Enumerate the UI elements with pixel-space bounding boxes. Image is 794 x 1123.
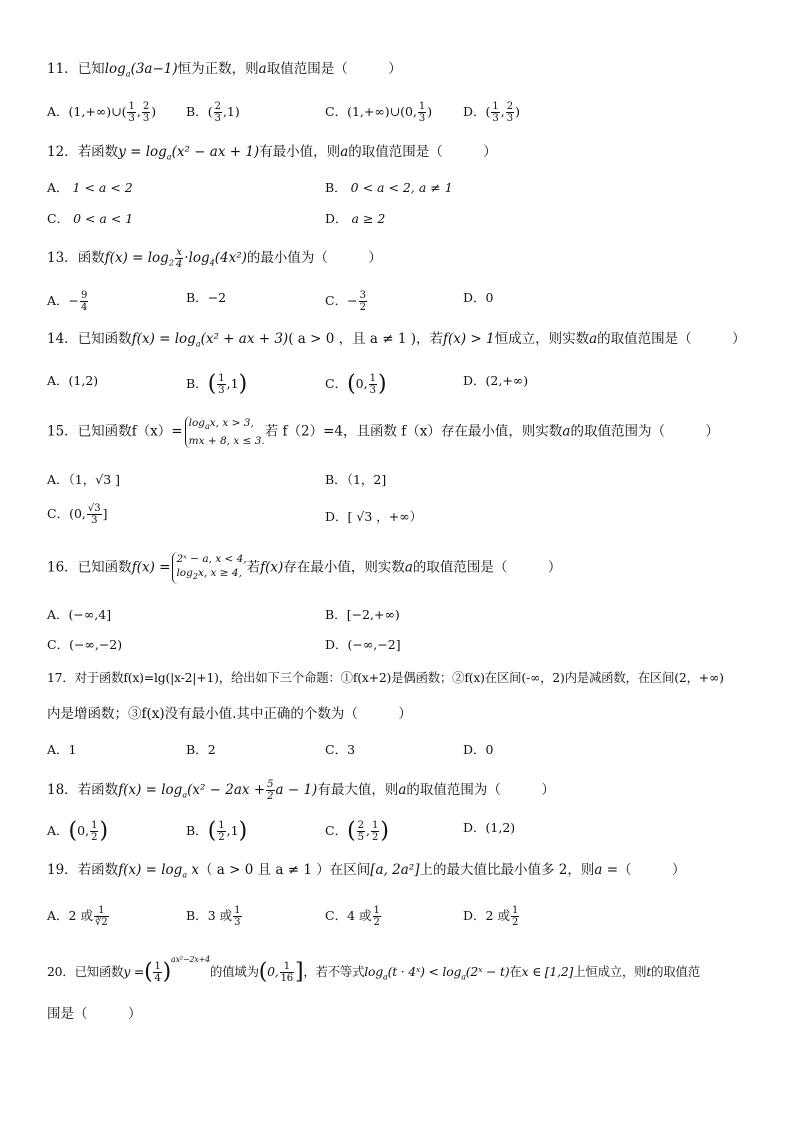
denominator: 2: [218, 832, 225, 843]
expr-part: (x² − ax + 1): [171, 144, 260, 160]
option-c[interactable]: [325, 290, 368, 313]
option-value: (−∞,4]: [68, 607, 112, 622]
expr-part: f(x) = log: [131, 331, 196, 347]
expr-part: x, x ≥ 4,: [197, 567, 242, 579]
option-value: (0,: [69, 506, 86, 521]
option-value: (: [207, 104, 213, 119]
expr-part: log: [176, 567, 193, 579]
fraction: [511, 905, 519, 928]
numerator: 1: [492, 101, 499, 112]
question-text: 若函数: [77, 862, 119, 878]
expr-part: log: [104, 61, 126, 77]
expr-sub: a: [182, 870, 188, 880]
math-expr: [105, 61, 178, 77]
question-text: ( a > 0 ，且 a ≠ 1 )，若: [288, 331, 443, 347]
question-text: 的取值范围是（ ）: [348, 144, 497, 160]
expr-part: y = log: [118, 144, 167, 160]
option-label: A．: [47, 180, 69, 195]
case-2: mx + 8, x ≤ 3.: [188, 435, 265, 448]
denominator: 3: [492, 113, 499, 124]
option-b[interactable]: [325, 472, 386, 488]
numerator: 1: [128, 101, 135, 112]
question-text: 上恒成立，则: [573, 964, 647, 979]
option-c[interactable]: C．( $\frac{2}{5}$ , $\frac{1}{2}$ ): [325, 818, 389, 844]
math-expr: [118, 779, 318, 802]
numerator: 5: [267, 779, 274, 790]
question-text: ，若不等式: [303, 964, 365, 979]
question-text: 有最大值，则: [317, 782, 399, 798]
option-sign: −: [68, 293, 80, 308]
option-c[interactable]: [47, 637, 122, 653]
option-label: D．: [325, 637, 348, 652]
option-label: B．: [325, 472, 347, 487]
fraction: [217, 820, 225, 843]
expr-sub: 2: [168, 258, 174, 268]
option-b[interactable]: [325, 180, 453, 196]
question-number: 18．: [47, 782, 78, 798]
case-1: 2ˣ − a, x < 4,: [176, 553, 247, 565]
question-text: 已知: [77, 61, 105, 77]
option-a[interactable]: A．(0, $\frac{1}{2}$ ): [47, 818, 109, 844]
math-expr: x ∈ [1,2]: [521, 964, 574, 979]
question-text: 若函数: [77, 782, 119, 798]
option-c[interactable]: [325, 742, 355, 758]
denominator: 3: [142, 113, 150, 124]
option-value: 2 或: [485, 908, 510, 923]
fraction: [506, 101, 514, 124]
option-b[interactable]: B．( $\frac{2}{3}$ ,1): [186, 101, 240, 124]
expr-part: log: [364, 964, 384, 979]
option-label: D．: [463, 742, 486, 757]
numerator: 1: [418, 101, 426, 112]
fraction: [373, 905, 381, 928]
question-16: [47, 552, 561, 584]
option-label: A．: [47, 104, 69, 119]
denominator: 3: [128, 113, 135, 124]
option-label: B．: [325, 607, 347, 622]
numerator: 1: [91, 820, 98, 831]
option-value: 3: [347, 742, 356, 757]
denominator: 3: [218, 385, 225, 396]
option-label: D．: [463, 290, 486, 305]
question-text: 若: [246, 559, 261, 576]
denominator: 5: [357, 832, 365, 843]
exponent: ax²−2x+4: [171, 955, 211, 964]
fraction: [357, 820, 365, 843]
option-value: 3 或: [207, 908, 233, 923]
question-11: [47, 61, 402, 83]
option-a[interactable]: [47, 373, 98, 389]
option-label: A．: [47, 293, 69, 308]
question-number: 20．: [47, 964, 75, 979]
denominator: 2: [373, 917, 380, 928]
denominator: 3: [418, 113, 426, 124]
expr-part: (t · 4ˣ) < log: [387, 964, 462, 979]
question-number: 11．: [47, 61, 78, 77]
option-a[interactable]: [47, 290, 89, 313]
numerator: 2: [214, 101, 221, 112]
option-sign: −: [347, 293, 358, 308]
numerator: 9: [81, 290, 88, 301]
math-expr: [104, 247, 247, 270]
fraction: [127, 101, 135, 124]
option-value: （1，2]: [346, 472, 387, 487]
question-text: 已知函数: [77, 423, 132, 440]
expr-sub: a: [383, 972, 388, 982]
numerator: 1: [280, 961, 294, 973]
option-d[interactable]: D．( $\frac{1}{3}$ , $\frac{2}{3}$ ): [463, 101, 521, 124]
option-label: C．: [47, 211, 70, 226]
option-label: C．: [47, 506, 70, 521]
variable: a: [404, 559, 413, 576]
question-text: 函数: [77, 250, 105, 266]
option-value: (1,2): [485, 820, 516, 835]
option-label: A．: [47, 373, 69, 388]
option-a[interactable]: [47, 180, 133, 196]
expr-part: (2ˣ − t): [465, 964, 510, 979]
denominator: 16: [280, 973, 293, 984]
option-value: (2,+∞): [485, 373, 529, 388]
fraction: [217, 373, 225, 396]
question-20-line-2: [47, 1006, 142, 1022]
option-value: (: [485, 104, 491, 119]
option-label: C．: [47, 637, 70, 652]
expr-part: x: [191, 862, 200, 878]
denominator: 2: [267, 791, 274, 802]
option-label: B．: [186, 376, 208, 391]
option-a[interactable]: [47, 472, 120, 488]
option-a[interactable]: [47, 905, 110, 928]
question-text: 取值范围是（ ）: [266, 61, 402, 77]
question-number: 15．: [47, 423, 78, 440]
option-value: 0: [485, 290, 494, 305]
question-text: 对于函数f(x)=lg(|x-2|+1)，给出如下三个命题：①f(x+2)是偶函数；②f(x)在区间(-∞，2)内是减函数，在区间(2，+∞): [74, 670, 724, 685]
denominator: 2: [511, 917, 519, 928]
question-18: [47, 779, 555, 804]
math-expr: [118, 144, 259, 160]
question-17: [47, 670, 724, 686]
question-text: 存在最小值，则实数: [283, 559, 405, 576]
option-value: [ √3 ，+∞）: [347, 509, 423, 524]
case-1: [189, 416, 265, 434]
question-number: 17．: [47, 670, 75, 685]
denominator: 3: [506, 113, 514, 124]
fraction: [371, 820, 379, 843]
expr-sub: a: [125, 69, 131, 79]
question-text: 的值域为: [210, 964, 259, 979]
numerator: 1: [234, 905, 241, 916]
option-value: 0: [485, 742, 494, 757]
option-value: 0 < a < 1: [73, 211, 134, 226]
option-value: 2 或: [68, 908, 93, 923]
numerator: 2: [506, 101, 514, 112]
option-value: ,1: [226, 823, 239, 838]
option-value: [−2,+∞): [346, 607, 400, 622]
expr-part: f(x) = log: [118, 862, 183, 878]
fraction: [418, 101, 426, 124]
option-b[interactable]: [186, 742, 216, 758]
option-value: (−∞,−2): [69, 637, 123, 652]
expr-part: (x² + ax + 3): [200, 331, 289, 347]
denominator: 2: [359, 302, 366, 313]
option-label: B．: [186, 742, 208, 757]
expr-sub: a: [205, 422, 210, 432]
option-a[interactable]: [47, 742, 76, 758]
question-text: 若 f（2）=4，且函数 f（x）存在最小值，则实数: [264, 423, 563, 440]
option-a[interactable]: A．(1,+∞)∪( $\frac{1}{3}$ , $\frac{2}{3}$ ): [47, 101, 157, 124]
option-c[interactable]: C．(0, $\frac{1}{3}$ ): [325, 371, 387, 397]
denominator: 4: [81, 302, 88, 313]
math-expr: [a, 2a²]: [370, 862, 420, 878]
variable: a: [258, 61, 267, 77]
option-label: C．: [325, 823, 348, 838]
option-label: B．: [325, 180, 347, 195]
option-d[interactable]: [463, 742, 493, 758]
question-text: 在: [509, 964, 522, 979]
option-label: A．: [47, 742, 69, 757]
question-text: 已知函数: [77, 559, 132, 576]
option-label: A．: [47, 607, 69, 622]
question-text: （ a > 0 且 a ≠ 1 ）在区间: [199, 862, 371, 878]
math-expr: 0,: [267, 964, 279, 979]
fraction: [142, 101, 150, 124]
question-text: 有最小值，则: [259, 144, 341, 160]
expr-part: f(x) = log: [104, 250, 169, 266]
denominator: ∛2: [94, 917, 108, 928]
question-15: [47, 416, 719, 448]
denominator: 2: [372, 832, 379, 843]
denominator: 2: [91, 832, 98, 843]
denominator: 3: [234, 917, 241, 928]
fraction: [175, 247, 183, 270]
expr-part: a − 1): [275, 782, 318, 798]
option-value: (−∞,−2]: [347, 637, 401, 652]
option-label: C．: [325, 104, 348, 119]
numerator: 2: [142, 101, 150, 112]
option-value: (1,+∞)∪(0,: [347, 104, 417, 119]
question-text: 上的最大值比最小值多 2，则: [419, 862, 595, 878]
option-value: 2: [207, 742, 216, 757]
variable: a: [589, 331, 598, 347]
expr-sub: a: [195, 339, 201, 349]
denominator: 4: [154, 973, 161, 984]
question-text: 若函数: [77, 144, 119, 160]
math-expr: [132, 331, 289, 347]
numerator: 1: [373, 905, 380, 916]
question-text: 恒成立，则实数: [494, 331, 590, 347]
question-text: 的取值范围为（ ）: [406, 782, 555, 798]
question-number: 13．: [47, 250, 78, 266]
option-value: (1,2): [68, 373, 99, 388]
numerator: 2: [357, 820, 365, 831]
question-number: 12．: [47, 144, 78, 160]
option-value: ,1: [226, 376, 239, 391]
numerator: 1: [218, 373, 225, 384]
question-19: [47, 862, 686, 884]
math-expr: y =: [123, 964, 145, 979]
numerator: √3: [87, 503, 101, 514]
option-label: B．: [186, 908, 208, 923]
denominator: 3: [369, 385, 376, 396]
option-value: 1: [68, 742, 77, 757]
option-label: C．: [325, 908, 348, 923]
question-12: [47, 144, 497, 166]
option-b[interactable]: [186, 290, 226, 306]
variable: a: [562, 423, 571, 440]
option-b[interactable]: B．( $\frac{1}{2}$ ,1): [186, 818, 248, 844]
denominator: 3: [91, 515, 98, 526]
fraction: [94, 905, 109, 928]
question-number: 19．: [47, 862, 78, 878]
question-text: 的取值范围是（ ）: [597, 331, 746, 347]
fraction: [491, 101, 499, 124]
math-expr: f(x) =: [131, 559, 171, 576]
fraction: [266, 779, 274, 802]
fraction: [214, 101, 222, 124]
option-d[interactable]: [463, 820, 515, 836]
expr-part: (x² − 2ax +: [187, 782, 266, 798]
expr-sub: a: [461, 972, 466, 982]
question-text: 内是增函数；③f(x)没有最小值.其中正确的个数为（ ）: [47, 706, 412, 722]
option-value: 1 < a < 2: [72, 180, 133, 195]
option-value: −2: [207, 290, 227, 305]
question-13: [47, 247, 382, 272]
option-label: A．: [47, 823, 69, 838]
expr-part: x, x > 3,: [209, 417, 254, 429]
option-label: C．: [325, 376, 348, 391]
option-d[interactable]: [463, 290, 493, 306]
expr-part: log: [188, 417, 206, 429]
question-text: 围是（ ）: [47, 1006, 142, 1022]
denominator: 4: [175, 259, 183, 270]
option-value: (1,+∞)∪(: [68, 104, 127, 119]
numerator: 1: [369, 373, 376, 384]
option-c[interactable]: [47, 211, 133, 227]
question-text: 的取值范围为（ ）: [570, 423, 719, 440]
question-17-line-2: [47, 706, 412, 722]
variable: a =: [594, 862, 619, 878]
expr-part: ·log: [184, 250, 210, 266]
question-text: 的取值范围是（ ）: [412, 559, 562, 576]
option-label: D．: [463, 908, 486, 923]
option-a[interactable]: [47, 607, 111, 623]
question-text: 已知函数: [74, 964, 124, 979]
option-label: D．: [463, 820, 486, 835]
question-20: 20．已知函数y =( $\frac{1}{4}$ )$^{ax^2-2x+4}$的值域为(0, $\frac{1}{16}$ ]，若不等式$\log_a(t$ · 4ˣ) < $\log_a(2ˣ - t)$在x ∈ [1,2]上恒成立，则t的取值范: [47, 955, 700, 985]
math-expr: [118, 862, 199, 878]
piecewise: [185, 416, 265, 448]
option-c[interactable]: [325, 905, 382, 928]
option-value: 0,: [77, 823, 90, 838]
question-number: 16．: [47, 559, 78, 576]
question-text: 的取值范: [651, 964, 700, 979]
numerator: 1: [372, 820, 379, 831]
expr-sub: a: [182, 790, 188, 800]
option-label: B．: [186, 290, 208, 305]
variable: a: [340, 144, 349, 160]
option-b[interactable]: B．( $\frac{1}{3}$ ,1): [186, 371, 248, 397]
fraction: [80, 290, 88, 313]
question-14: [47, 331, 746, 353]
expr-sub: a: [166, 152, 172, 162]
question-text: 的最小值为（ ）: [246, 250, 382, 266]
variable: a: [398, 782, 407, 798]
option-label: D．: [463, 104, 486, 119]
case-2: [176, 566, 246, 584]
option-value: （1，√3 ]: [68, 472, 121, 487]
numerator: x: [176, 247, 182, 258]
numerator: 1: [218, 820, 225, 831]
option-label: C．: [325, 293, 348, 308]
option-value: 0 < a < 2, a ≠ 1: [350, 180, 453, 195]
option-label: B．: [186, 104, 208, 119]
fraction: [233, 905, 241, 928]
option-label: A．: [47, 472, 69, 487]
expr-sub: 2: [192, 572, 198, 582]
option-value: a ≥ 2: [351, 211, 386, 226]
option-b[interactable]: [186, 905, 243, 928]
option-label: D．: [325, 211, 348, 226]
fraction: [87, 503, 102, 526]
math-expr: f（x）=: [131, 423, 183, 440]
option-value: 4 或: [347, 908, 372, 923]
fraction: [280, 961, 294, 984]
variable: t: [646, 964, 652, 979]
option-label: A．: [47, 908, 69, 923]
numerator: 1: [94, 905, 109, 917]
fraction: [153, 961, 161, 984]
fraction: [369, 373, 377, 396]
option-b[interactable]: [325, 607, 400, 623]
option-value: 0,: [355, 376, 368, 391]
math-expr: f(x) > 1: [442, 331, 495, 347]
fraction: [359, 290, 367, 313]
expr-part: (4x²): [214, 250, 247, 266]
option-d[interactable]: [463, 905, 520, 928]
math-expr: f(x): [260, 559, 284, 576]
option-d[interactable]: [325, 509, 422, 525]
expr-sub: 4: [209, 258, 215, 268]
option-value: ]: [102, 506, 108, 521]
question-text: 已知函数: [77, 331, 132, 347]
option-label: D．: [463, 373, 486, 388]
numerator: 3: [359, 290, 366, 301]
option-label: D．: [325, 509, 348, 524]
piecewise: [172, 552, 246, 584]
expr-part: (3a−1): [130, 61, 178, 77]
option-label: C．: [325, 742, 348, 757]
option-c[interactable]: C．(1,+∞)∪(0, $\frac{1}{3}$ ): [325, 101, 433, 124]
numerator: 1: [511, 905, 519, 916]
question-text: （ ）: [618, 862, 686, 878]
expr-part: f(x) = log: [118, 782, 183, 798]
numerator: 1: [154, 961, 161, 972]
question-number: 14．: [47, 331, 78, 347]
option-c[interactable]: [47, 503, 108, 526]
option-d[interactable]: [463, 373, 528, 389]
denominator: 3: [214, 113, 221, 124]
fraction: [90, 820, 98, 843]
option-d[interactable]: [325, 637, 401, 653]
option-label: B．: [186, 823, 208, 838]
math-expr: [364, 964, 510, 982]
question-text: 恒为正数，则: [177, 61, 259, 77]
option-d[interactable]: [325, 211, 385, 227]
